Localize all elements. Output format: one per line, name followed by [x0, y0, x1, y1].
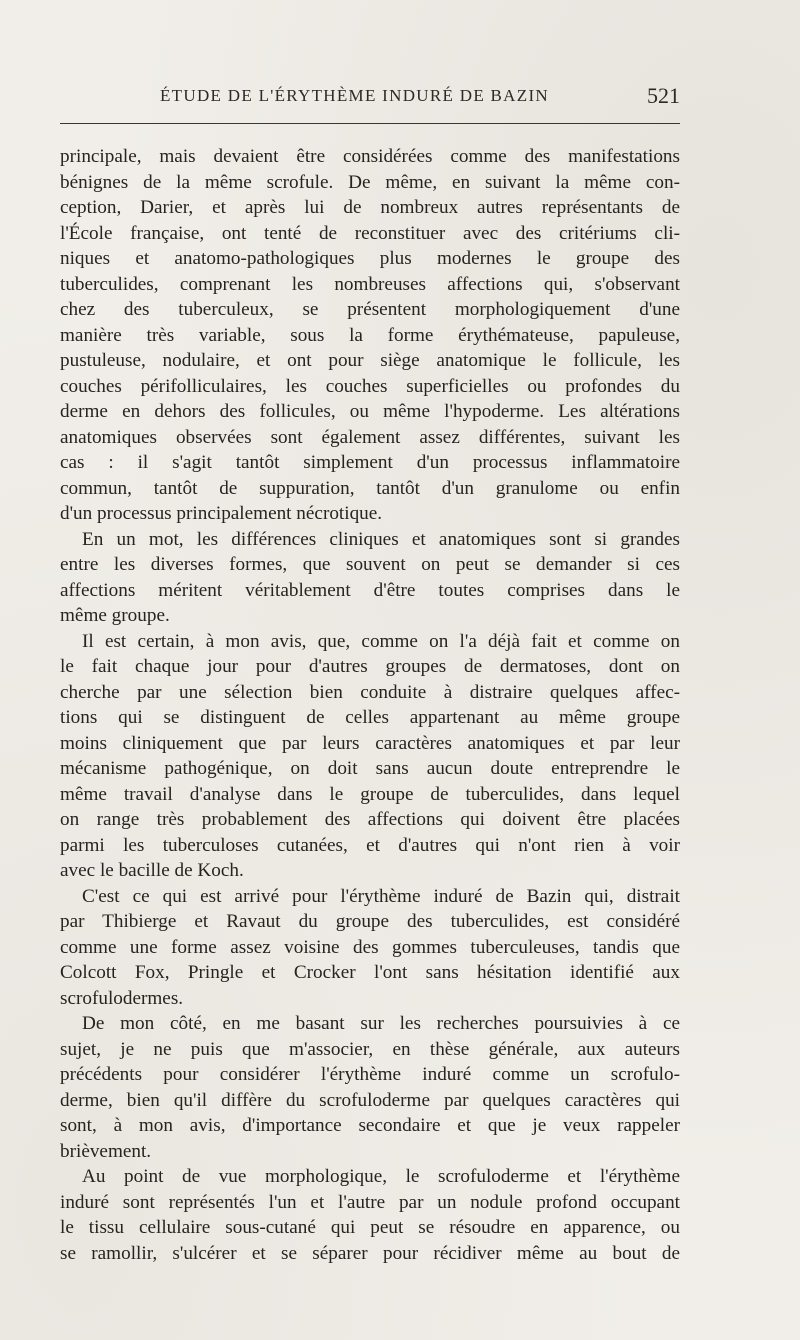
text-line: entre les diverses formes, que souvent on peut se demander si ces	[60, 554, 680, 575]
text-line: derme, bien qu'il diffère du scrofuloderme par quelques caractères qui	[60, 1089, 680, 1111]
paragraph	[60, 1011, 680, 1164]
text-line: induré sont représentés l'un et l'autre par un nodule profond occupant	[60, 1191, 680, 1213]
text-line: cas : il s'agit tantôt simplement d'un processus inflammatoire	[60, 452, 680, 473]
text-line: pustuleuse, nodulaire, et ont pour siège anatomique le follicule, les	[60, 350, 680, 371]
text-line: anatomiques observées sont également assez différentes, suivant les	[60, 426, 680, 448]
text-line: d'un processus principalement nécrotique.	[60, 503, 383, 524]
page-number: 521	[647, 83, 680, 108]
text-line: se ramollir, s'ulcérer et se séparer pour récidiver même au bout de	[60, 1242, 680, 1264]
text-line: tuberculides, comprenant les nombreuses affections qui, s'observant	[60, 273, 680, 295]
text-line: Colcott Fox, Pringle et Crocker l'ont sans hésitation identifié aux	[60, 962, 680, 983]
text-line: Au point de vue morphologique, le scrofuloderme et l'érythème	[82, 1166, 680, 1187]
text-line: mécanisme pathogénique, on doit sans aucun doute entreprendre le	[60, 758, 680, 779]
text-line: sujet, je ne puis que m'associer, en thèse générale, aux auteurs	[60, 1038, 680, 1060]
text-line: manière très variable, sous la forme érythémateuse, papuleuse,	[60, 324, 680, 346]
paragraph	[60, 527, 680, 629]
text-line: le fait chaque jour pour d'autres groupes de dermatoses, dont on	[60, 656, 680, 677]
text-line: même travail d'analyse dans le groupe de tuberculides, dans lequel	[60, 783, 680, 805]
text-line: précédents pour considérer l'érythème induré comme un scrofulo-	[60, 1064, 680, 1085]
text-line: principale, mais devaient être considérées comme des manifestations	[60, 146, 680, 167]
running-head	[60, 83, 680, 112]
text-line: cherche par une sélection bien conduite à distraire quelques affec-	[60, 681, 680, 703]
text-line: bénignes de la même scrofule. De même, en suivant la même con-	[60, 171, 680, 193]
paragraph	[60, 884, 680, 1012]
text-line: scrofulodermes.	[60, 987, 184, 1009]
text-line: même groupe.	[60, 605, 170, 626]
header-rule	[60, 123, 680, 124]
text-line: comme une forme assez voisine des gommes tuberculeuses, tandis que	[60, 936, 680, 958]
text-line: C'est ce qui est arrivé pour l'érythème induré de Bazin qui, distrait	[82, 885, 680, 907]
text-line: chez des tuberculeux, se présentent morphologiquement d'une	[60, 299, 680, 320]
text-line: parmi les tuberculoses cutanées, et d'autres qui n'ont rien à voir	[60, 834, 680, 856]
paragraph	[60, 144, 680, 527]
text-line: l'École française, ont tenté de reconstituer avec des critériums cli-	[60, 222, 680, 244]
text-line: le tissu cellulaire sous-cutané qui peut se résoudre en apparence, ou	[60, 1217, 680, 1238]
text-line: sont, à mon avis, d'importance secondaire et que je veux rappeler	[60, 1115, 680, 1136]
text-line: avec le bacille de Koch.	[60, 860, 244, 881]
text-line: tions qui se distinguent de celles appartenant au même groupe	[60, 707, 680, 728]
text-line: ception, Darier, et après lui de nombreux autres représentants de	[60, 197, 680, 218]
text-line: moins cliniquement que par leurs caractères anatomiques et par leur	[60, 732, 680, 754]
text-line: par Thibierge et Ravaut du groupe des tuberculides, est considéré	[60, 911, 680, 932]
paragraph	[60, 1164, 680, 1266]
text-line: derme en dehors des follicules, ou même l'hypoderme. Les altérations	[60, 401, 680, 422]
text-line: Il est certain, à mon avis, que, comme on l'a déjà fait et comme on	[82, 630, 680, 652]
text-line: on range très probablement des affections qui doivent être placées	[60, 809, 680, 830]
text-line: brièvement.	[60, 1140, 152, 1162]
text-line: affections méritent véritablement d'être toutes comprises dans le	[60, 579, 680, 601]
text-line: De mon côté, en me basant sur les recherches poursuivies à ce	[82, 1013, 680, 1034]
text-line: En un mot, les différences cliniques et anatomiques sont si grandes	[82, 528, 680, 550]
text-line: commun, tantôt de suppuration, tantôt d'un granulome ou enfin	[60, 477, 680, 499]
body-text	[60, 144, 680, 1266]
paragraph	[60, 629, 680, 884]
running-title: ÉTUDE DE L'ÉRYTHÈME INDURÉ DE BAZIN	[160, 86, 549, 105]
text-line: couches périfolliculaires, les couches superficielles ou profondes du	[60, 375, 680, 397]
text-line: niques et anatomo-pathologiques plus modernes le groupe des	[60, 248, 680, 269]
